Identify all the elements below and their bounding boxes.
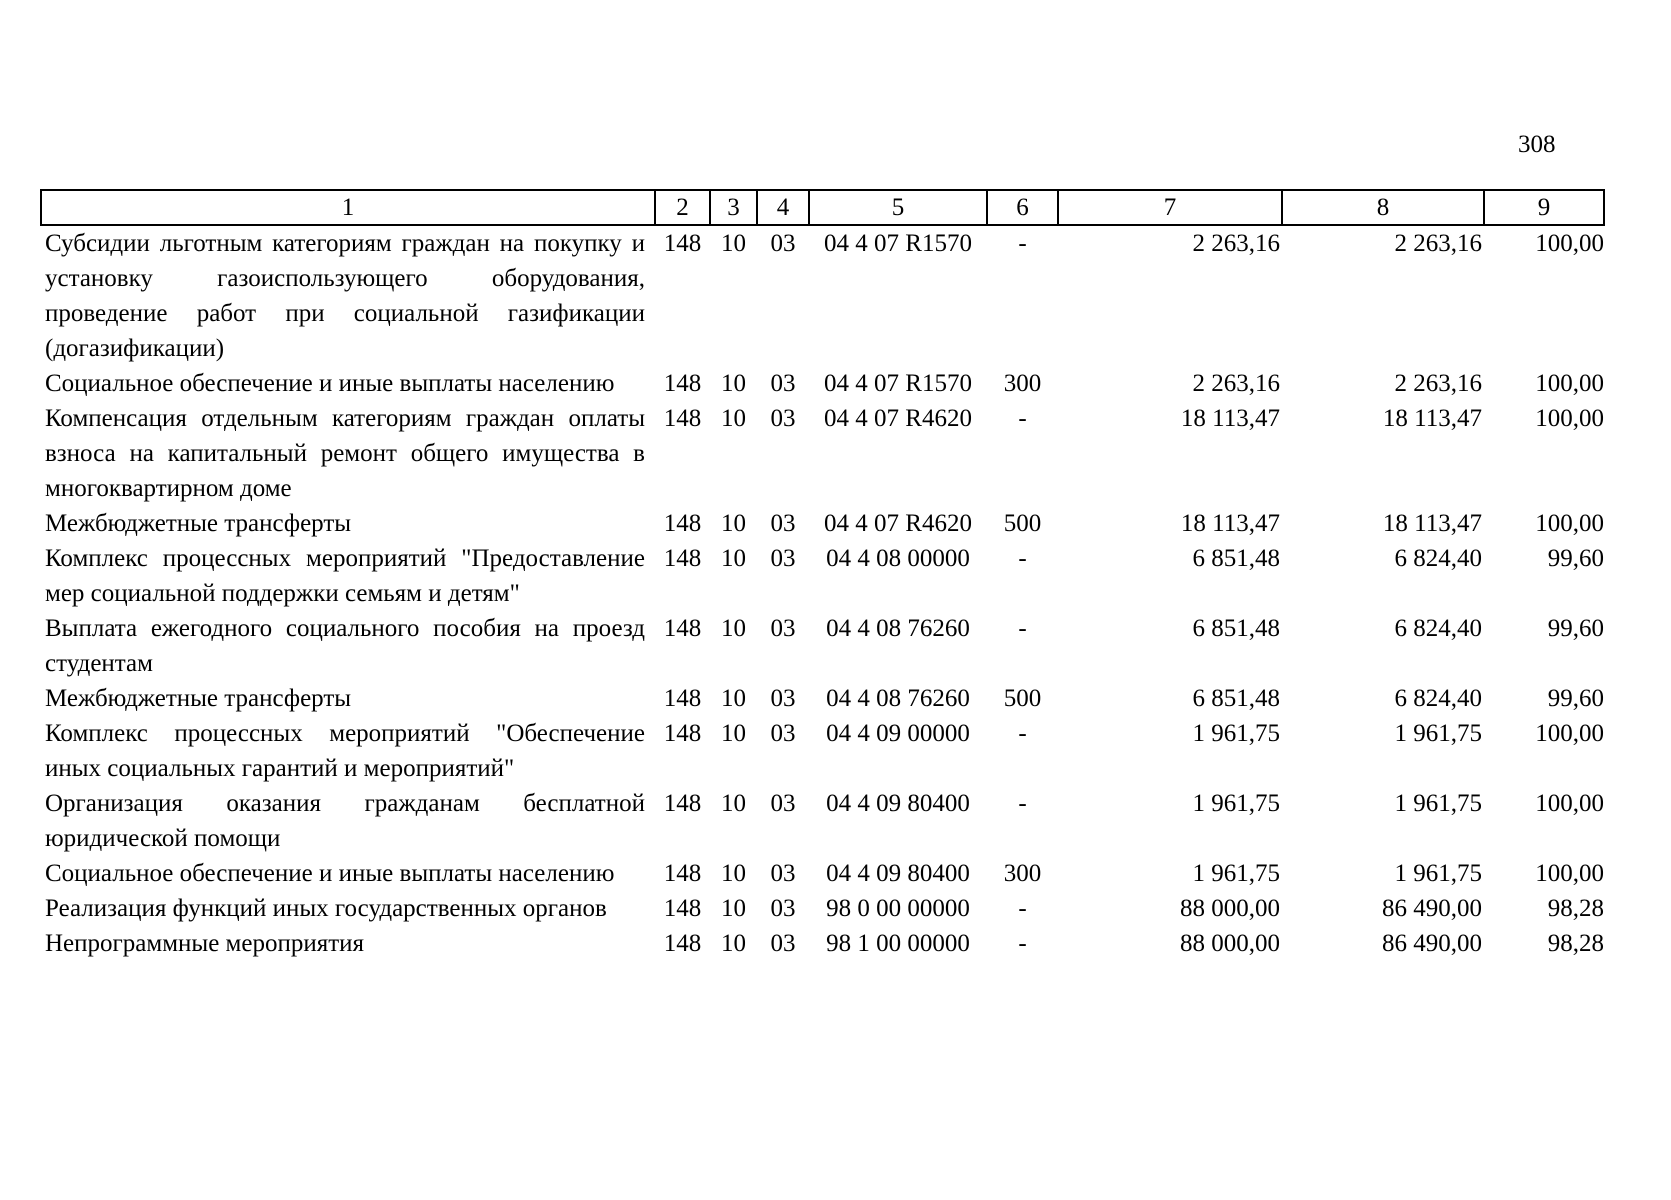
- table-header-row: [41, 190, 1604, 225]
- table-row: [41, 401, 1604, 506]
- cell-planned-amount: 18 113,47: [1180, 405, 1280, 432]
- cell-target-code: 98 1 00 00000: [826, 930, 970, 957]
- cell-executed-amount: 86 490,00: [1382, 930, 1482, 957]
- cell-code-3: 10: [721, 615, 746, 642]
- cell-executed-amount: 2 263,16: [1394, 370, 1482, 397]
- cell-executed-amount: 1 961,75: [1394, 790, 1482, 817]
- cell-target-code: 98 0 00 00000: [826, 895, 970, 922]
- cell-execution-percent: 100,00: [1535, 790, 1604, 817]
- cell-item-name: Выплата ежегодного социального пособия на проезд студентам: [45, 615, 645, 677]
- cell-code-4: 03: [770, 510, 796, 537]
- table-row: [41, 716, 1604, 786]
- cell-planned-amount: 1 961,75: [1192, 720, 1280, 747]
- cell-item-name: Непрограммные мероприятия: [45, 930, 365, 957]
- cell-planned-amount: 88 000,00: [1180, 895, 1280, 922]
- table-row: [41, 786, 1604, 856]
- cell-execution-percent: 99,60: [1547, 685, 1604, 712]
- cell-code-3: 10: [721, 930, 746, 957]
- header-cell: 9: [1484, 190, 1604, 225]
- cell-expense-type: -: [1018, 720, 1027, 747]
- cell-expense-type: 500: [1003, 510, 1042, 537]
- cell-code-2: 148: [663, 615, 702, 642]
- cell-execution-percent: 98,28: [1547, 930, 1604, 957]
- header-cell: 4: [757, 190, 809, 225]
- cell-execution-percent: 100,00: [1535, 370, 1604, 397]
- cell-expense-type: -: [1018, 545, 1027, 572]
- cell-code-3: 10: [721, 720, 746, 747]
- cell-planned-amount: 6 851,48: [1192, 545, 1280, 572]
- cell-executed-amount: 86 490,00: [1382, 895, 1482, 922]
- cell-planned-amount: 2 263,16: [1192, 370, 1280, 397]
- cell-code-3: 10: [721, 545, 746, 572]
- cell-expense-type: -: [1018, 895, 1027, 922]
- cell-planned-amount: 18 113,47: [1180, 510, 1280, 537]
- table-row: [41, 611, 1604, 681]
- cell-code-4: 03: [770, 720, 796, 747]
- cell-planned-amount: 1 961,75: [1192, 790, 1280, 817]
- cell-execution-percent: 99,60: [1547, 545, 1604, 572]
- cell-executed-amount: 1 961,75: [1394, 860, 1482, 887]
- cell-expense-type: -: [1018, 930, 1027, 957]
- cell-planned-amount: 6 851,48: [1192, 685, 1280, 712]
- cell-item-name: Компенсация отдельным категориям граждан оплаты взноса на капитальный ремонт общего имущества в многоквартирном доме: [45, 405, 645, 502]
- cell-item-name: Реализация функций иных государственных органов: [45, 895, 607, 922]
- cell-expense-type: -: [1018, 230, 1027, 257]
- cell-executed-amount: 18 113,47: [1382, 405, 1482, 432]
- cell-execution-percent: 98,28: [1547, 895, 1604, 922]
- cell-item-name: Социальное обеспечение и иные выплаты населению: [45, 860, 615, 887]
- table-row: [41, 926, 1604, 961]
- cell-item-name: Субсидии льготным категориям граждан на покупку и установку газоиспользующего оборудования, проведение работ при социальной газификации (догазификации): [45, 230, 645, 362]
- cell-execution-percent: 100,00: [1535, 720, 1604, 747]
- cell-item-name: Комплекс процессных мероприятий "Обеспечение иных социальных гарантий и мероприятий": [45, 720, 645, 782]
- cell-code-2: 148: [663, 895, 702, 922]
- cell-planned-amount: 1 961,75: [1192, 860, 1280, 887]
- page-number: 308: [1518, 131, 1556, 158]
- header-cell: 1: [41, 190, 655, 225]
- cell-code-2: 148: [663, 545, 702, 572]
- cell-executed-amount: 18 113,47: [1382, 510, 1482, 537]
- cell-item-name: Межбюджетные трансферты: [45, 510, 352, 537]
- header-cell: 5: [809, 190, 987, 225]
- cell-execution-percent: 100,00: [1535, 860, 1604, 887]
- cell-code-2: 148: [663, 370, 702, 397]
- table-row: [41, 541, 1604, 611]
- table-body: [41, 225, 1604, 961]
- cell-expense-type: -: [1018, 790, 1027, 817]
- cell-target-code: 04 4 07 R4620: [824, 405, 972, 432]
- cell-target-code: 04 4 09 00000: [826, 720, 970, 747]
- header-cell: 6: [987, 190, 1058, 225]
- cell-target-code: 04 4 07 R4620: [824, 510, 972, 537]
- cell-code-4: 03: [770, 370, 796, 397]
- header-cell: 3: [710, 190, 757, 225]
- cell-item-name: Межбюджетные трансферты: [45, 685, 352, 712]
- table-row: [41, 856, 1604, 891]
- cell-code-4: 03: [770, 545, 796, 572]
- cell-code-2: 148: [663, 930, 702, 957]
- cell-expense-type: 500: [1003, 685, 1042, 712]
- cell-code-2: 148: [663, 230, 702, 257]
- cell-item-name: Организация оказания гражданам бесплатной юридической помощи: [45, 790, 645, 852]
- cell-code-2: 148: [663, 405, 702, 432]
- budget-table: [40, 189, 1605, 961]
- cell-code-3: 10: [721, 790, 746, 817]
- cell-planned-amount: 88 000,00: [1180, 930, 1280, 957]
- cell-code-2: 148: [663, 790, 702, 817]
- cell-target-code: 04 4 08 76260: [826, 615, 970, 642]
- cell-expense-type: 300: [1003, 370, 1042, 397]
- cell-code-3: 10: [721, 860, 746, 887]
- cell-target-code: 04 4 09 80400: [826, 860, 970, 887]
- cell-code-4: 03: [770, 405, 796, 432]
- cell-code-4: 03: [770, 790, 796, 817]
- cell-code-4: 03: [770, 860, 796, 887]
- cell-target-code: 04 4 07 R1570: [824, 230, 972, 257]
- cell-item-name: Социальное обеспечение и иные выплаты населению: [45, 370, 615, 397]
- table-row: [41, 681, 1604, 716]
- cell-executed-amount: 6 824,40: [1394, 615, 1482, 642]
- cell-code-2: 148: [663, 510, 702, 537]
- cell-code-2: 148: [663, 860, 702, 887]
- cell-item-name: Комплекс процессных мероприятий "Предоставление мер социальной поддержки семьям и детям": [45, 545, 645, 607]
- cell-code-4: 03: [770, 230, 796, 257]
- cell-code-3: 10: [721, 685, 746, 712]
- cell-code-4: 03: [770, 895, 796, 922]
- cell-code-3: 10: [721, 510, 746, 537]
- cell-expense-type: -: [1018, 405, 1027, 432]
- cell-executed-amount: 6 824,40: [1394, 685, 1482, 712]
- cell-planned-amount: 2 263,16: [1192, 230, 1280, 257]
- table-row: [41, 225, 1604, 366]
- cell-code-4: 03: [770, 615, 796, 642]
- cell-target-code: 04 4 08 76260: [826, 685, 970, 712]
- cell-execution-percent: 100,00: [1535, 230, 1604, 257]
- cell-target-code: 04 4 09 80400: [826, 790, 970, 817]
- cell-planned-amount: 6 851,48: [1192, 615, 1280, 642]
- cell-code-4: 03: [770, 685, 796, 712]
- table-row: [41, 891, 1604, 926]
- cell-execution-percent: 100,00: [1535, 405, 1604, 432]
- cell-target-code: 04 4 08 00000: [826, 545, 970, 572]
- cell-expense-type: -: [1018, 615, 1027, 642]
- table-row: [41, 366, 1604, 401]
- cell-execution-percent: 100,00: [1535, 510, 1604, 537]
- cell-expense-type: 300: [1003, 860, 1042, 887]
- cell-executed-amount: 6 824,40: [1394, 545, 1482, 572]
- cell-executed-amount: 1 961,75: [1394, 720, 1482, 747]
- cell-code-3: 10: [721, 895, 746, 922]
- cell-execution-percent: 99,60: [1547, 615, 1604, 642]
- cell-code-3: 10: [721, 370, 746, 397]
- cell-code-4: 03: [770, 930, 796, 957]
- header-cell: 8: [1282, 190, 1484, 225]
- cell-code-3: 10: [721, 230, 746, 257]
- cell-executed-amount: 2 263,16: [1394, 230, 1482, 257]
- cell-code-3: 10: [721, 405, 746, 432]
- header-cell: 7: [1058, 190, 1282, 225]
- cell-code-2: 148: [663, 685, 702, 712]
- cell-target-code: 04 4 07 R1570: [824, 370, 972, 397]
- cell-code-2: 148: [663, 720, 702, 747]
- table-row: [41, 506, 1604, 541]
- header-cell: 2: [655, 190, 710, 225]
